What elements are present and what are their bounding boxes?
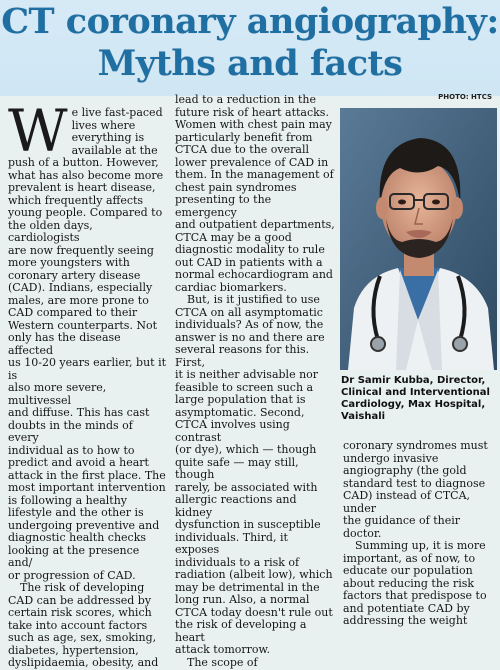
photo-credit: PHOTO: HTCS	[438, 93, 492, 101]
text-line: prevalent is heart disease,	[8, 181, 156, 194]
article-column-3	[343, 440, 495, 628]
text-line: asymptomatic. Second,	[175, 405, 305, 419]
text-line: coronary syndromes must	[343, 439, 488, 452]
text-line: chest pain syndromes	[175, 180, 297, 194]
text-line: attack in the first place. The	[8, 468, 166, 482]
text-line: them. In the management of	[175, 168, 334, 181]
headline-banner	[0, 0, 500, 96]
photo-caption: Dr Samir Kubba, Director, Clinical and Interventional Cardiology, Max Hospital, Vaishali	[341, 375, 490, 422]
text-line: dyslipidaemia, obesity, and	[8, 656, 159, 669]
text-line: presenting to the emergency	[175, 193, 272, 219]
text-line: lives where	[71, 118, 136, 132]
text-line: out CAD in patients with a	[175, 255, 323, 269]
article-column-2	[175, 94, 335, 669]
text-line: CAD can be addressed by	[8, 593, 152, 607]
text-line: CTCA may be a good	[175, 230, 292, 244]
text-line: everything is	[71, 131, 145, 144]
text-line: the olden days, cardiologists	[8, 218, 93, 244]
text-line: may be detrimental in the	[175, 580, 320, 594]
text-line: long run. Also, a normal	[175, 593, 310, 606]
text-line: is following a healthy	[8, 493, 128, 507]
text-line: diabetes, hypertension,	[8, 643, 139, 657]
text-line: and potentiate CAD by	[343, 601, 470, 615]
text-line: rarely, be associated with	[175, 480, 318, 494]
text-line: Summing up, it is more	[355, 539, 486, 552]
text-line: dysfunction in susceptible	[175, 518, 321, 531]
text-line: The risk of developing	[20, 581, 145, 594]
text-line: individuals? As of now, the	[175, 318, 324, 331]
text-line: factors that predispose to	[343, 589, 487, 602]
text-line: take into account factors	[8, 618, 148, 632]
text-line: quite safe — may still, though	[175, 455, 299, 481]
text-line: and outpatient departments,	[175, 218, 335, 231]
text-line: standard test to diagnose	[343, 476, 486, 490]
text-line: or progression of CAD.	[8, 568, 136, 582]
text-line: it is neither advisable nor	[175, 368, 319, 381]
text-line: are now frequently seeing	[8, 243, 154, 257]
text-line: such as age, sex, smoking,	[8, 631, 157, 644]
text-line: available at the	[71, 143, 158, 157]
text-line: which frequently affects	[8, 193, 144, 207]
doctor-photo	[340, 108, 497, 370]
text-line: The scope of	[187, 655, 258, 669]
text-line: most important intervention	[8, 481, 166, 494]
text-line: attack tomorrow.	[175, 643, 271, 656]
headline-line-1: CT coronary angiography:	[1, 1, 499, 42]
text-line: angiography (the gold	[343, 464, 467, 477]
text-line: males, are more prone to	[8, 293, 149, 307]
text-line: future risk of heart attacks.	[175, 105, 329, 119]
text-line: addressing the weight	[343, 614, 468, 627]
text-line: also more severe, multivessel	[8, 381, 107, 407]
text-line: (CAD). Indians, especially	[8, 281, 153, 294]
text-line: CTCA due to the overall	[175, 143, 309, 156]
text-line: feasible to screen such a	[175, 380, 314, 394]
text-line: more youngsters with	[8, 256, 130, 269]
text-line: But, is it justified to use	[187, 293, 320, 306]
text-line: what has also become more	[8, 168, 164, 182]
text-line: CTCA on all asymptomatic	[175, 305, 323, 319]
text-line: e live fast-paced	[71, 106, 163, 119]
text-line: Western counterparts. Not	[8, 318, 158, 332]
article-column-1	[8, 97, 167, 670]
text-line: answer is no and there are	[175, 330, 325, 344]
text-line: coronary artery disease	[8, 268, 141, 282]
text-line: individual as to how to	[8, 443, 135, 457]
text-line: radiation (albeit low), which	[175, 568, 333, 581]
text-line: undergo invasive	[343, 451, 439, 465]
text-line: push of a button. However,	[8, 156, 159, 169]
text-line: certain risk scores, which	[8, 606, 152, 619]
text-line: and diffuse. This has cast	[8, 406, 150, 419]
text-line: particularly benefit from	[175, 130, 313, 144]
text-line: CTCA today doesn't rule out	[175, 605, 333, 619]
text-line: lead to a reduction in the	[175, 93, 317, 106]
text-line: us 10-20 years earlier, but it is	[8, 356, 167, 382]
text-line: about reducing the risk	[343, 576, 475, 590]
text-line: the guidance of their doctor.	[343, 514, 460, 540]
text-line: allergic reactions and kidney	[175, 493, 297, 519]
drop-cap: W	[8, 97, 68, 165]
text-line: several reasons for this. First,	[175, 343, 310, 369]
text-line: diagnostic health checks	[8, 531, 147, 544]
text-line: important, as of now, to	[343, 551, 476, 565]
text-line: only has the disease affected	[8, 331, 121, 357]
text-line: (or dye), which — though	[175, 443, 317, 456]
text-line: the risk of developing a heart	[175, 618, 307, 644]
text-line: normal echocardiogram and	[175, 268, 333, 281]
text-line: undergoing preventive and	[8, 518, 160, 532]
text-line: predict and avoid a heart	[8, 456, 149, 469]
text-line: large population that is	[175, 393, 306, 406]
text-line: looking at the presence and/	[8, 543, 140, 569]
text-line: educate our population	[343, 564, 473, 577]
text-line: CAD) instead of CTCA, under	[343, 489, 471, 515]
text-line: lifestyle and the other is	[8, 506, 144, 519]
text-line: CTCA involves using contrast	[175, 418, 290, 444]
text-line: young people. Compared to	[8, 206, 163, 219]
text-line: lower prevalence of CAD in	[175, 155, 329, 169]
text-line: individuals to a risk of	[175, 555, 300, 569]
text-line: Women with chest pain may	[175, 118, 332, 131]
text-line: doubts in the minds of every	[8, 418, 133, 444]
text-line: CAD compared to their	[8, 306, 138, 319]
headline-line-2: Myths and facts	[97, 43, 403, 84]
text-line: diagnostic modality to rule	[175, 243, 325, 256]
text-line: individuals. Third, it exposes	[175, 530, 288, 556]
text-line: cardiac biomarkers.	[175, 280, 287, 294]
